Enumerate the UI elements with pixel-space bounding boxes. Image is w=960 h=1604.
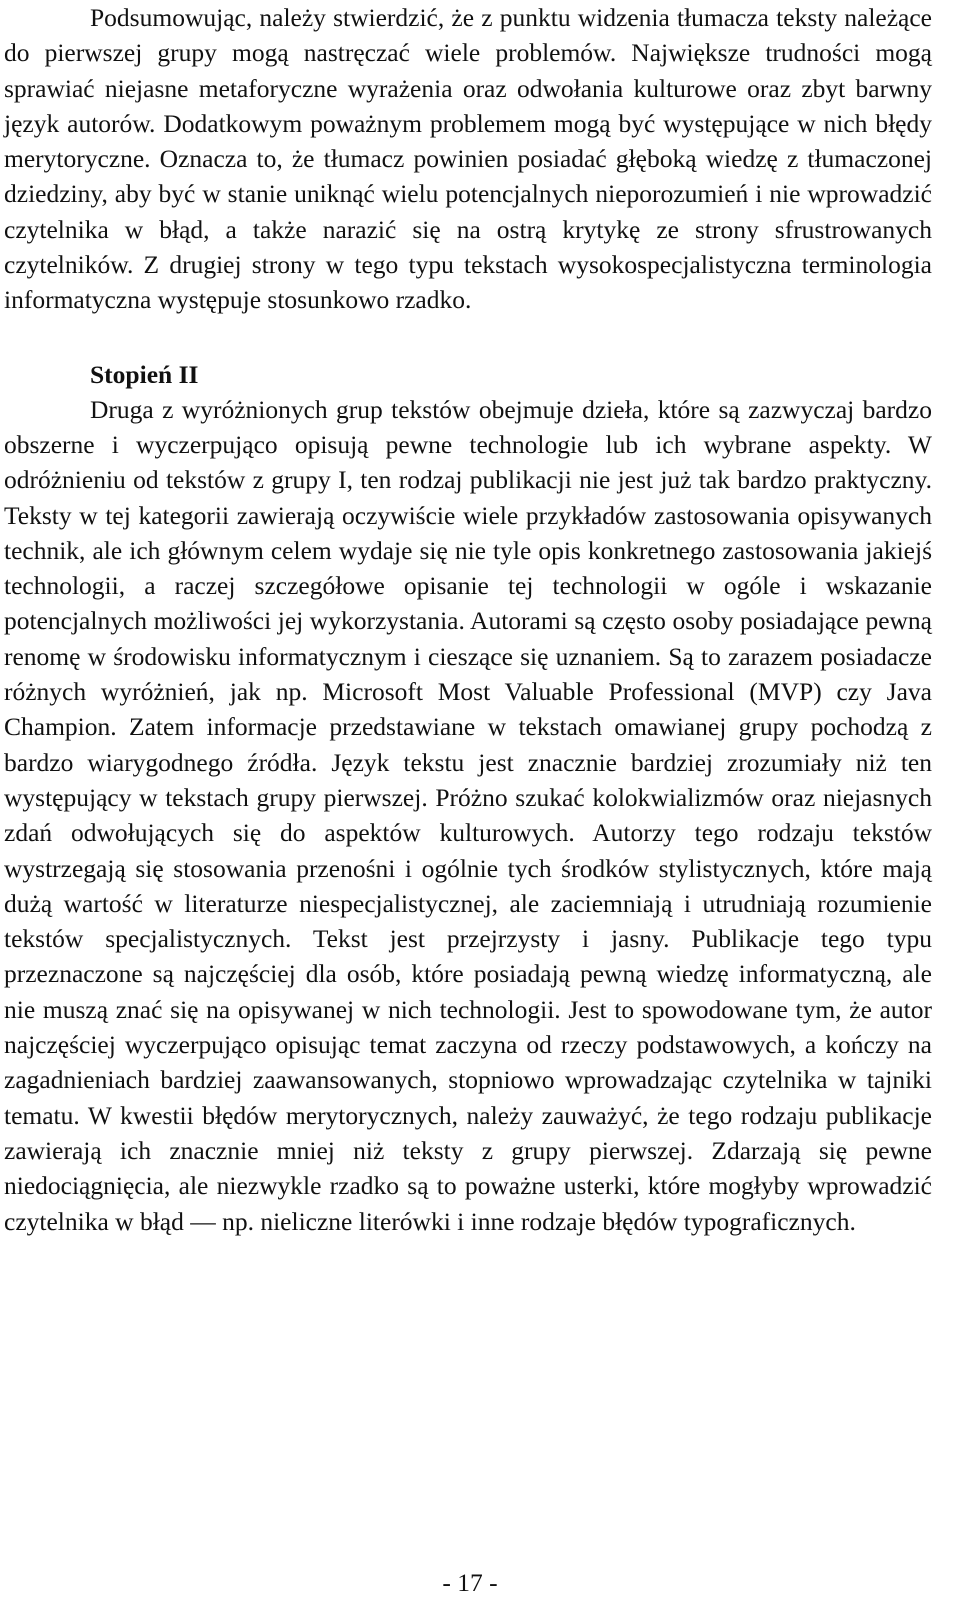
page-number: - 17 - bbox=[442, 1568, 498, 1597]
document-page bbox=[4, 0, 932, 1239]
body-paragraph-2: Druga z wyróżnionych grup tekstów obejmuje dzieła, które są zazwyczaj bardzo obszerne i wyczerpująco opisują pewne technologie lub ich wybrane aspekty. W odróżnieniu od tekstów z grupy I, ten rodzaj publikacji nie jest już tak bardzo praktyczny. Teksty w tej kategorii zawierają oczywiście wiele przykładów zastosowania opisywanych technik, ale ich głównym celem wydaje się nie tyle opis konkretnego zastosowania jakiejś technologii, a raczej szczegółowe opisanie tej technologii w ogóle i wskazanie potencjalnych możliwości jej wykorzystania. Autorami są często osoby posiadające pewną renomę w środowisku informatycznym i cieszące się uznaniem. Są to zarazem posiadacze różnych wyróżnień, jak np. Microsoft Most Valuable Professional (MVP) czy Java Champion. Zatem informacje przedstawiane w tekstach omawianej grupy pochodzą z bardzo wiarygodnego źródła. Język tekstu jest znacznie bardziej zrozumiały niż ten występujący w tekstach grupy pierwszej. Próżno szukać kolokwializmów oraz niejasnych zdań odwołujących się do aspektów kulturowych. Autorzy tego rodzaju tekstów wystrzegają się stosowania przenośni i ogólnie tych środków stylistycznych, które mają dużą wartość w literaturze niespecjalistycznej, ale zaciemniają i utrudniają rozumienie tekstów specjalistycznych. Tekst jest przejrzysty i jasny. Publikacje tego typu przeznaczone są najczęściej dla osób, które posiadają pewną wiedzę informatyczną, ale nie muszą znać się na opisywanej w nich technologii. Jest to spowodowane tym, że autor najczęściej wyczerpująco opisując temat zaczyna od rzeczy podstawowych, a kończy na zagadnieniach bardziej zaawansowanych, stopniowo wprowadzając czytelnika w tajniki tematu. W kwestii błędów merytorycznych, należy zauważyć, że tego rodzaju publikacje zawierają ich znacznie mniej niż teksty z grupy pierwszej. Zdarzają się pewne niedociągnięcia, ale niezwykle rzadko są to poważne usterki, które mogłyby wprowadzić czytelnika w błąd — np. nieliczne literówki i inne rodzaje błędów typograficznych. bbox=[4, 394, 932, 1236]
section-heading: Stopień II bbox=[90, 359, 199, 389]
body-paragraph-1: Podsumowując, należy stwierdzić, że z punktu widzenia tłumacza teksty należące do pierwszej grupy mogą nastręczać wiele problemów. Największe trudności mogą sprawiać niejasne metaforyczne wyrażenia oraz odwołania kulturowe oraz zbyt barwny język autorów. Dodatkowym poważnym problemem mogą być występujące w nich błędy merytoryczne. Oznacza to, że tłumacz powinien posiadać głęboką wiedzę z tłumaczonej dziedziny, aby być w stanie uniknąć wielu potencjalnych nieporozumień i nie wprowadzić czytelnika w błąd, a także narazić się na ostrą krytykę ze strony sfrustrowanych czytelników. Z drugiej strony w tego typu tekstach wysokospecjalistyczna terminologia informatyczna występuje stosunkowo rzadko. bbox=[4, 3, 932, 315]
